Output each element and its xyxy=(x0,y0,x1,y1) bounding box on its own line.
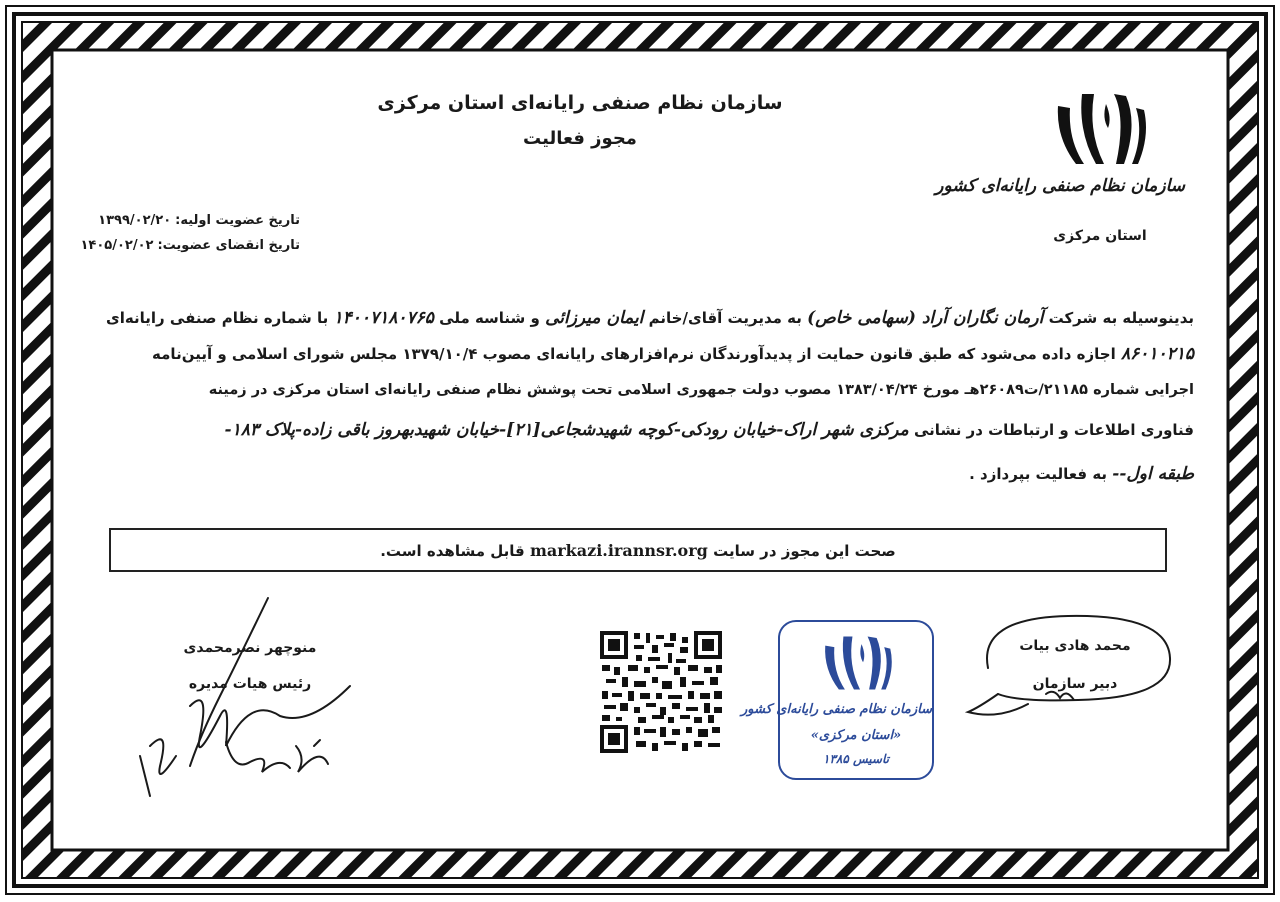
expiry-date-row xyxy=(76,238,300,253)
stamp-org-text: سازمان نظام صنفی رایانه‌ای کشور xyxy=(741,702,932,717)
body-text: به فعالیت بپردازد . xyxy=(969,465,1108,483)
membership-date-row xyxy=(94,213,300,228)
organization-title: سازمان نظام صنفی رایانه‌ای استان مرکزی xyxy=(377,92,783,114)
expiry-date-label: تاریخ انقضای عضویت: xyxy=(157,238,300,253)
body-text: اجازه داده می‌شود که طبق قانون حمایت از پدیدآورندگان نرم‌افزارهای رایانه‌ای مصوب ۱۳۷۹/۱۰/۴ مجلس شورای اسلامی و آیین‌نامه xyxy=(152,345,1116,363)
address-continued: طبقه اول-- xyxy=(1112,464,1194,484)
logo-text: سازمان نظام صنفی رایانه‌ای کشور xyxy=(935,176,1185,196)
verification-text xyxy=(111,541,1165,560)
stamp-founded-text: تاسیس ۱۳۸۵ xyxy=(823,752,889,766)
manager-name: ایمان میرزائی xyxy=(545,308,644,328)
stamp-province-text: «استان مرکزی» xyxy=(810,728,902,743)
qr-code-icon xyxy=(600,631,722,753)
body-text: و شناسه ملی xyxy=(439,309,540,327)
body-line-2 xyxy=(152,344,1194,364)
membership-number: ۸۶۰۱۰۲۱۵ xyxy=(1120,344,1194,364)
body-text: با شماره نظام صنفی رایانه‌ای xyxy=(106,309,329,327)
membership-date-value: ۱۳۹۹/۰۲/۲۰ xyxy=(98,213,172,228)
body-text: فناوری اطلاعات و ارتباطات در نشانی xyxy=(914,421,1194,439)
secretary-title: دبیر سازمان xyxy=(1032,676,1118,692)
verification-url[interactable]: markazi.irannsr.org xyxy=(529,541,708,560)
organization-logo-icon xyxy=(1052,88,1148,170)
chairman-name: منوچهر نصرمحمدی xyxy=(183,640,317,656)
verification-suffix: قابل مشاهده است. xyxy=(380,542,525,560)
stamp-logo-icon xyxy=(820,632,894,694)
secretary-name: محمد هادی بیات xyxy=(1019,638,1131,654)
body-line-3: اجرایی شماره ۲۱۱۸۵/ت۲۶۰۸۹هـ مورخ ۱۳۸۳/۰۴/۲۴ مصوب دولت جمهوری اسلامی تحت پوشش نظام صنفی رایانه‌ای استان مرکزی در زمینه xyxy=(208,382,1194,398)
body-line-4 xyxy=(225,420,1194,440)
company-name: آرمان نگاران آراد (سهامی خاص) xyxy=(807,308,1044,328)
body-text: بدینوسیله به شرکت xyxy=(1048,309,1194,327)
body-line-1 xyxy=(106,308,1194,328)
body-line-5 xyxy=(969,464,1194,484)
logo-province: استان مرکزی xyxy=(1053,228,1147,244)
body-text: به مدیریت آقای/خانم xyxy=(648,309,802,327)
chairman-signature xyxy=(130,596,370,806)
expiry-date-value: ۱۴۰۵/۰۲/۰۲ xyxy=(80,238,154,253)
verification-prefix: صحت این مجوز در سایت xyxy=(713,542,896,560)
document-title: مجوز فعالیت xyxy=(523,128,637,149)
membership-date-label: تاریخ عضویت اولیه: xyxy=(175,213,300,228)
address: مرکزی شهر اراک-خیابان رودکی-کوچه شهیدشجاعی[۲۱]-خیابان شهیدبهروز باقی زاده-پلاک ۱۸۳- xyxy=(224,420,909,440)
national-id: ۱۴۰۰۷۱۸۰۷۶۵ xyxy=(333,308,434,328)
verification-box xyxy=(109,528,1167,572)
official-stamp xyxy=(741,620,934,780)
chairman-title: رئیس هیات مدیره xyxy=(188,676,312,692)
